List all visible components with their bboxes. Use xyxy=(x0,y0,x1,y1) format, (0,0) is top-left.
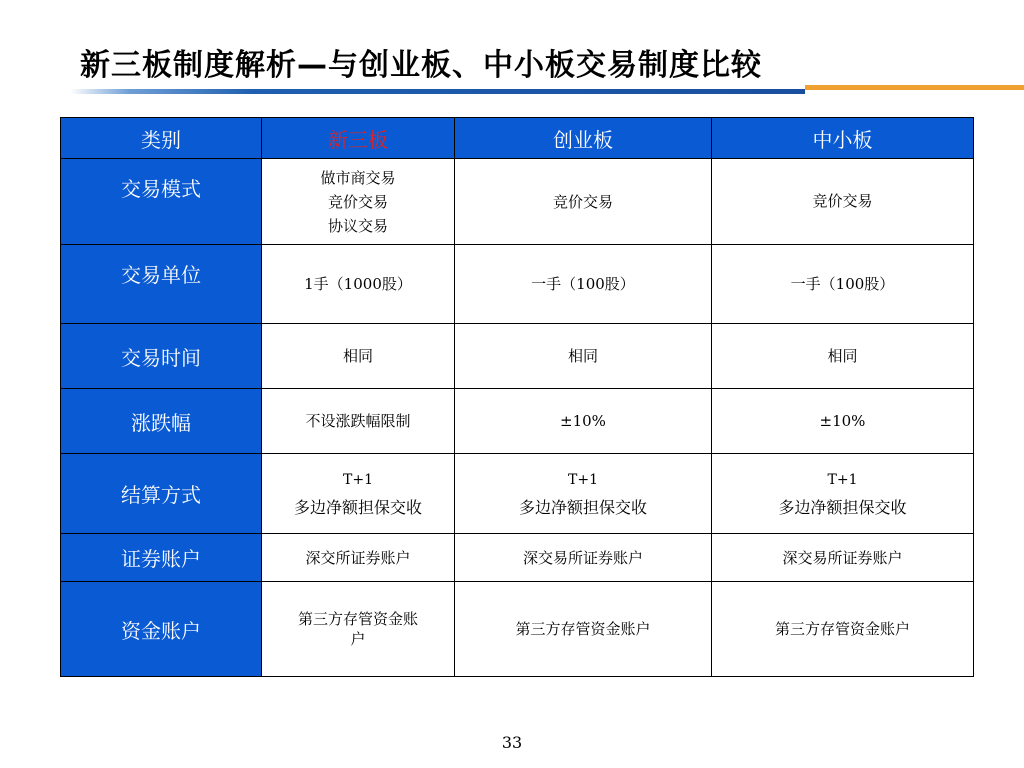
cell-line: ±10% xyxy=(560,412,606,430)
row-label-trading-time: 交易时间 xyxy=(61,324,262,389)
cell-line: 相同 xyxy=(567,347,598,365)
cell-line: 第三方存管资金账户 xyxy=(515,620,651,638)
cell-line: 第三方存管资金账 xyxy=(297,610,418,628)
cell-line: T+1 xyxy=(343,471,373,488)
cell-line: 多边净额担保交收 xyxy=(518,497,647,517)
title-underline-blue xyxy=(70,89,805,94)
cell-line: 多边净额担保交收 xyxy=(778,497,907,517)
cell-line: 深交易所证券账户 xyxy=(782,548,903,567)
cell-zhongxiaoban xyxy=(712,534,974,582)
cell-xinsanban xyxy=(262,324,455,389)
cell-line: 深交易所证券账户 xyxy=(522,548,643,567)
row-label-settlement: 结算方式 xyxy=(61,454,262,534)
cell-line: 第三方存管资金账户 xyxy=(774,620,910,638)
cell-chuangyeban xyxy=(455,454,712,534)
cell-zhongxiaoban xyxy=(712,389,974,454)
cell-chuangyeban xyxy=(455,389,712,454)
cell-zhongxiaoban xyxy=(712,582,974,677)
cell-chuangyeban xyxy=(455,582,712,677)
cell-line: 深交所证券账户 xyxy=(305,548,411,567)
cell-zhongxiaoban xyxy=(712,324,974,389)
header-chuangyeban: 创业板 xyxy=(455,118,712,159)
cell-zhongxiaoban xyxy=(712,245,974,324)
header-category: 类别 xyxy=(61,118,262,159)
row-label-trading-unit: 交易单位 xyxy=(61,245,262,324)
cell-xinsanban xyxy=(262,582,455,677)
cell-line: 相同 xyxy=(827,347,858,365)
cell-line: 相同 xyxy=(342,347,373,365)
page-number: 33 xyxy=(501,733,523,752)
comparison-table xyxy=(60,117,974,677)
cell-line: 多边净额担保交收 xyxy=(293,497,422,517)
cell-line: 不设涨跌幅限制 xyxy=(305,412,411,430)
table-header-row xyxy=(61,118,974,159)
cell-line: 一手（100股） xyxy=(790,275,895,293)
table-row xyxy=(61,454,974,534)
slide-title: 新三板制度解析—与创业板、中小板交易制度比较 xyxy=(80,48,762,83)
cell-line: 协议交易 xyxy=(327,216,388,235)
row-label-securities-account: 证券账户 xyxy=(61,534,262,582)
cell-zhongxiaoban xyxy=(712,454,974,534)
cell-line: 做市商交易 xyxy=(320,168,396,187)
cell-line: 竞价交易 xyxy=(552,192,613,211)
cell-line: ±10% xyxy=(819,412,866,430)
cell-xinsanban xyxy=(262,454,455,534)
cell-xinsanban xyxy=(262,159,455,245)
cell-line: T+1 xyxy=(568,471,598,488)
cell-xinsanban xyxy=(262,245,455,324)
cell-chuangyeban xyxy=(455,324,712,389)
cell-xinsanban xyxy=(262,389,455,454)
row-label-fund-account: 资金账户 xyxy=(61,582,262,677)
cell-chuangyeban xyxy=(455,534,712,582)
table-row xyxy=(61,389,974,454)
header-xinsanban: 新三板 xyxy=(262,118,455,159)
table-row xyxy=(61,324,974,389)
table-row xyxy=(61,159,974,245)
cell-chuangyeban xyxy=(455,159,712,245)
cell-line: 1手（1000股） xyxy=(304,275,412,293)
cell-xinsanban xyxy=(262,534,455,582)
row-label-price-limit: 涨跌幅 xyxy=(61,389,262,454)
cell-line: 一手（100股） xyxy=(531,275,635,293)
cell-line: 竞价交易 xyxy=(327,192,388,211)
cell-line: 竞价交易 xyxy=(812,192,873,210)
cell-zhongxiaoban xyxy=(712,159,974,245)
title-underline-orange xyxy=(805,85,1024,90)
cell-line: T+1 xyxy=(827,471,858,488)
row-label-trading-mode: 交易模式 xyxy=(61,159,262,245)
table-row xyxy=(61,582,974,677)
cell-line: 户 xyxy=(350,630,366,648)
cell-chuangyeban xyxy=(455,245,712,324)
table-row xyxy=(61,245,974,324)
table-row xyxy=(61,534,974,582)
header-zhongxiaoban: 中小板 xyxy=(712,118,974,159)
